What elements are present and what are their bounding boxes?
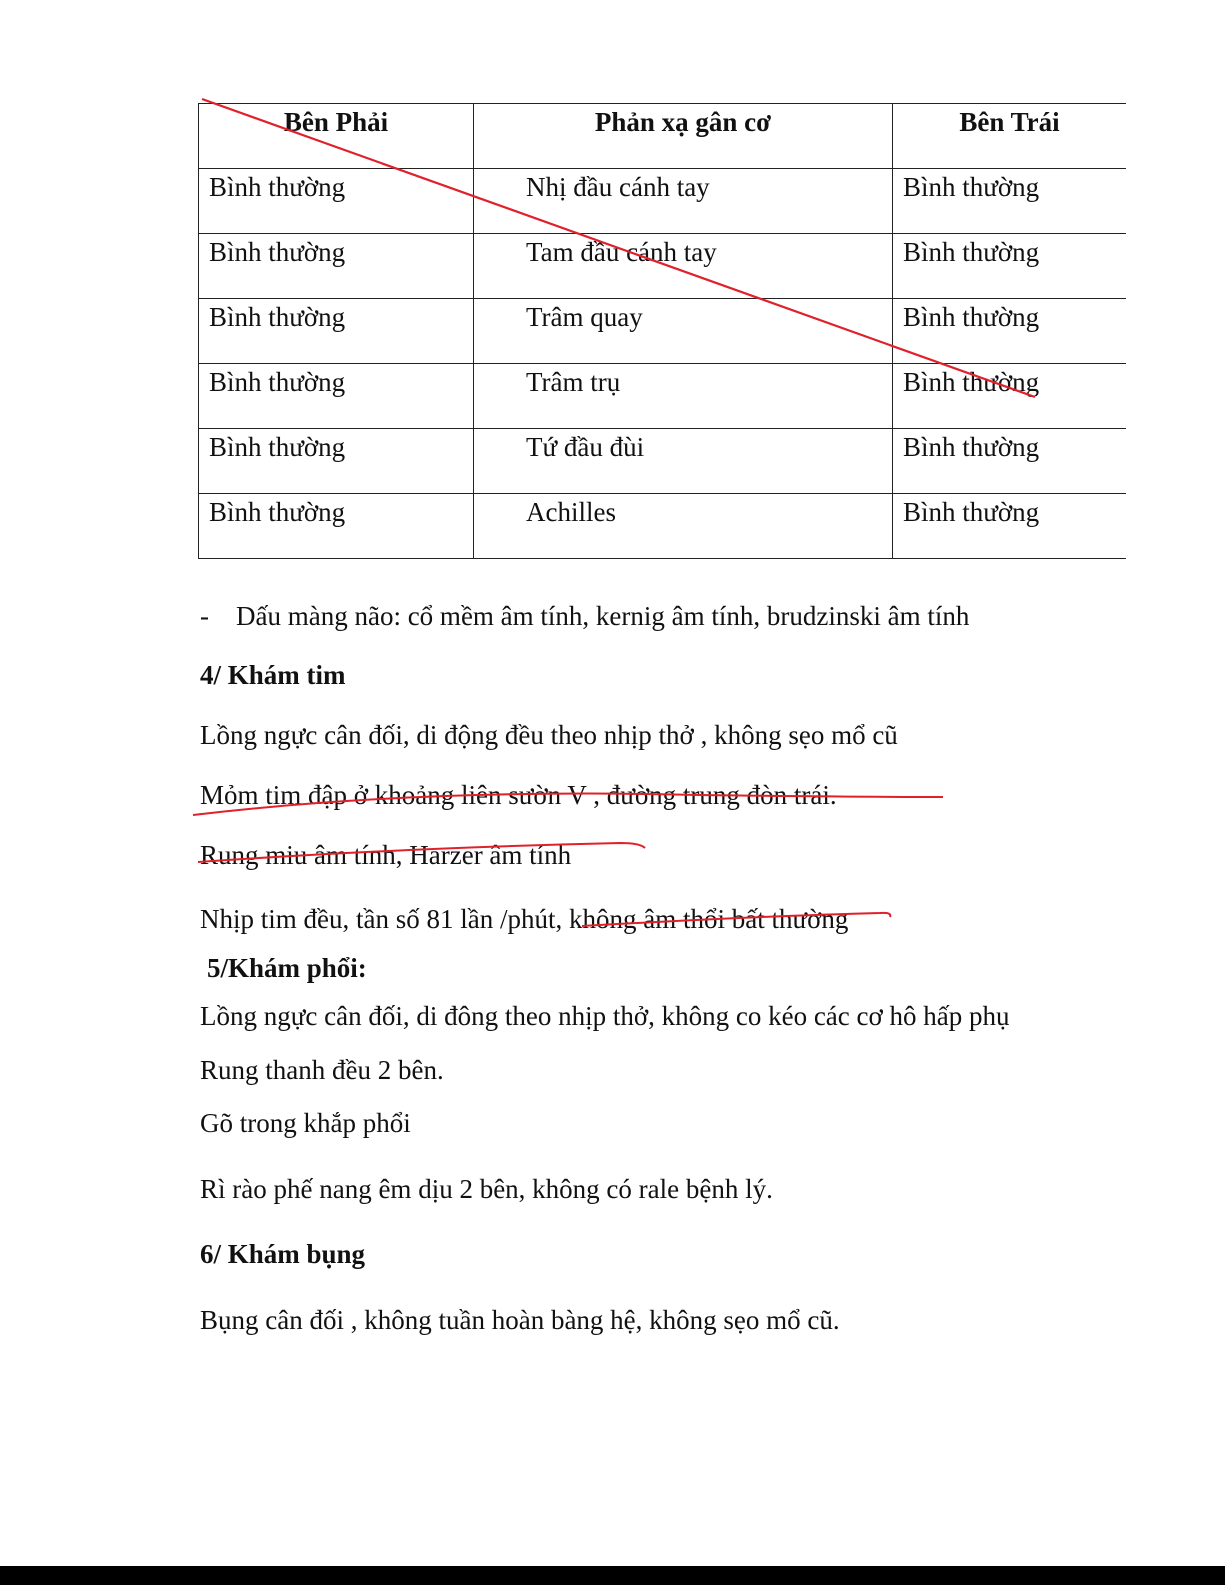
table-cell: Trâm quay xyxy=(474,299,893,364)
table-cell: Bình thường xyxy=(893,364,1127,429)
bullet-dash: - xyxy=(200,601,209,631)
lungs-line-1: Lồng ngực cân đối, di đông theo nhịp thở, không co kéo các cơ hô hấp phụ xyxy=(200,1001,1010,1031)
meningeal-signs: Dấu màng não: cổ mềm âm tính, kernig âm tính, brudzinski âm tính xyxy=(236,601,970,631)
table-cell: Trâm trụ xyxy=(474,364,893,429)
heart-line-3: Rung miu âm tính, Harzer âm tính xyxy=(200,840,572,870)
lungs-heading: 5/Khám phổi: xyxy=(207,953,367,983)
table-row xyxy=(199,169,1127,234)
lungs-line-3: Gõ trong khắp phổi xyxy=(200,1108,411,1138)
header-left-side: Bên Trái xyxy=(893,104,1127,169)
table-row xyxy=(199,234,1127,299)
table-header-row xyxy=(199,104,1127,169)
table-cell: Tứ đầu đùi xyxy=(474,429,893,494)
table-cell: Bình thường xyxy=(893,429,1127,494)
lungs-line-2: Rung thanh đều 2 bên. xyxy=(200,1055,444,1085)
header-reflex: Phản xạ gân cơ xyxy=(474,104,893,169)
page-bottom-border xyxy=(0,1566,1225,1585)
table-row xyxy=(199,364,1127,429)
table-cell: Bình thường xyxy=(199,169,474,234)
table-cell: Achilles xyxy=(474,494,893,559)
heart-line-4: Nhịp tim đều, tần số 81 lần /phút, không âm thổi bất thường xyxy=(200,904,849,934)
lungs-line-4: Rì rào phế nang êm dịu 2 bên, không có rale bệnh lý. xyxy=(200,1174,773,1204)
table-row xyxy=(199,429,1127,494)
table-row xyxy=(199,299,1127,364)
table-cell: Bình thường xyxy=(893,299,1127,364)
table-cell: Bình thường xyxy=(199,429,474,494)
table-cell: Bình thường xyxy=(199,364,474,429)
table-cell: Bình thường xyxy=(199,299,474,364)
abdomen-heading: 6/ Khám bụng xyxy=(200,1239,366,1269)
table-cell: Bình thường xyxy=(199,234,474,299)
table-cell: Bình thường xyxy=(893,234,1127,299)
table-cell: Bình thường xyxy=(893,169,1127,234)
table-cell: Bình thường xyxy=(893,494,1127,559)
table-cell: Tam đầu cánh tay xyxy=(474,234,893,299)
heart-line-1: Lồng ngực cân đối, di động đều theo nhịp thở , không sẹo mổ cũ xyxy=(200,720,898,750)
heart-line-2: Mỏm tim đập ở khoảng liên sườn V , đường trung đòn trái. xyxy=(200,780,837,810)
table-cell: Bình thường xyxy=(199,494,474,559)
table-row xyxy=(199,494,1127,559)
table-cell: Nhị đầu cánh tay xyxy=(474,169,893,234)
abdomen-line-1: Bụng cân đối , không tuần hoàn bàng hệ, không sẹo mổ cũ. xyxy=(200,1305,840,1335)
heart-heading: 4/ Khám tim xyxy=(200,660,346,690)
header-right-side: Bên Phải xyxy=(199,104,474,169)
reflex-table xyxy=(198,103,1126,559)
